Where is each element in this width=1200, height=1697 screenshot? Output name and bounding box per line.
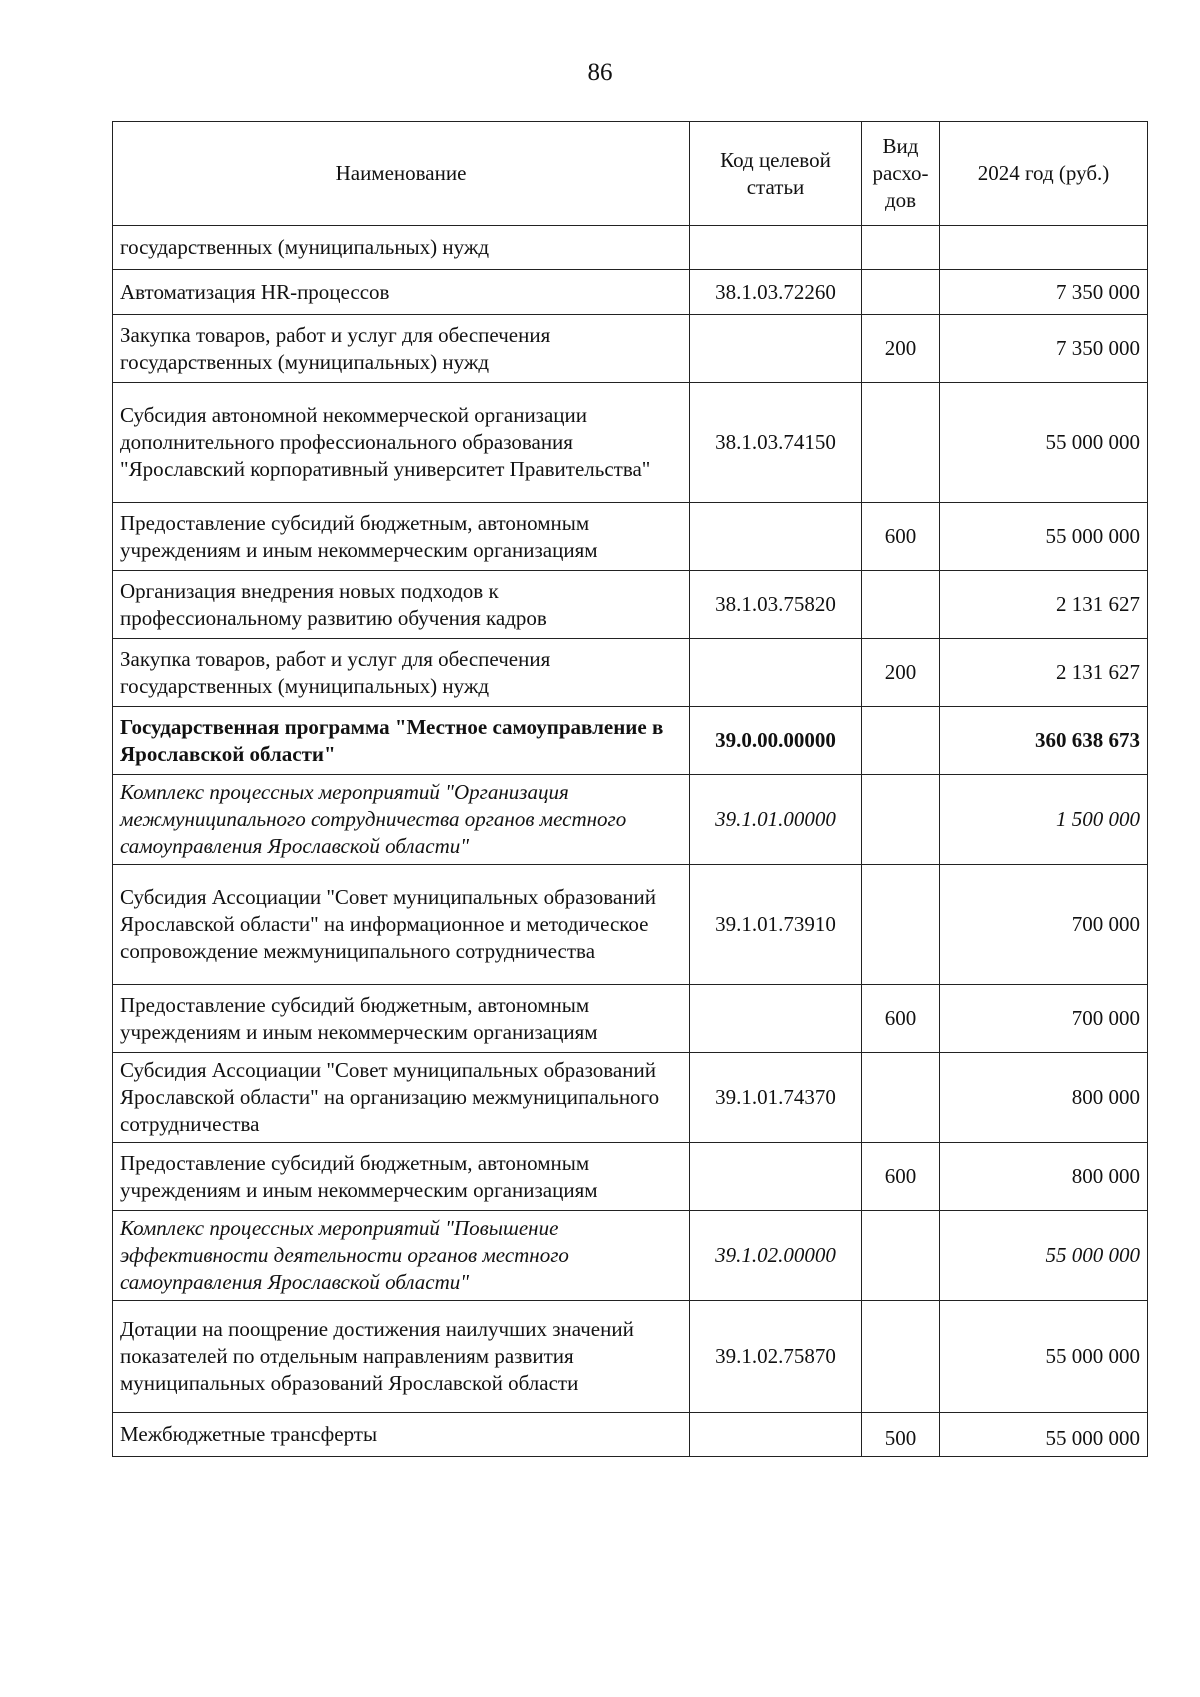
row-type-cell: 200 bbox=[862, 315, 940, 383]
row-type-cell bbox=[862, 865, 940, 985]
row-type-cell: 200 bbox=[862, 639, 940, 707]
row-type-cell bbox=[862, 226, 940, 270]
row-sum-cell: 55 000 000 bbox=[940, 503, 1148, 571]
row-code-cell bbox=[690, 226, 862, 270]
row-name-cell: Организация внедрения новых подходов к профессиональному развитию обучения кадров bbox=[113, 571, 690, 639]
row-type-cell: 600 bbox=[862, 1143, 940, 1211]
table-body bbox=[113, 226, 1148, 1457]
header-code: Код целевой статьи bbox=[690, 122, 862, 226]
row-name-cell: Дотации на поощрение достижения наилучших значений показателей по отдельным направлениям развития муниципальных образований Ярославской области bbox=[113, 1301, 690, 1413]
table-row bbox=[113, 270, 1148, 315]
row-name-cell: Субсидия автономной некоммерческой организации дополнительного профессионального образования "Ярославский корпоративный университет Правительства" bbox=[113, 383, 690, 503]
row-code-cell: 38.1.03.74150 bbox=[690, 383, 862, 503]
table-row bbox=[113, 707, 1148, 775]
row-type-cell bbox=[862, 1301, 940, 1413]
row-sum-cell: 800 000 bbox=[940, 1143, 1148, 1211]
row-name-cell: Закупка товаров, работ и услуг для обеспечения государственных (муниципальных) нужд bbox=[113, 315, 690, 383]
row-type-cell bbox=[862, 571, 940, 639]
table-row bbox=[113, 775, 1148, 865]
row-type-cell bbox=[862, 775, 940, 865]
row-sum-cell: 700 000 bbox=[940, 865, 1148, 985]
row-type-cell: 500 bbox=[862, 1413, 940, 1457]
table-row bbox=[113, 315, 1148, 383]
row-sum-cell: 55 000 000 bbox=[940, 1413, 1148, 1457]
row-sum-cell: 800 000 bbox=[940, 1053, 1148, 1143]
row-sum-cell: 55 000 000 bbox=[940, 1211, 1148, 1301]
table-row bbox=[113, 571, 1148, 639]
row-type-cell bbox=[862, 270, 940, 315]
row-code-cell: 39.1.01.74370 bbox=[690, 1053, 862, 1143]
budget-table bbox=[112, 121, 1148, 1457]
row-name-cell: Комплекс процессных мероприятий "Организация межмуниципального сотрудничества органов местного самоуправления Ярославской области" bbox=[113, 775, 690, 865]
row-name-cell: Предоставление субсидий бюджетным, автономным учреждениям и иным некоммерческим организациям bbox=[113, 1143, 690, 1211]
row-code-cell bbox=[690, 503, 862, 571]
row-name-cell: государственных (муниципальных) нужд bbox=[113, 226, 690, 270]
table-row bbox=[113, 503, 1148, 571]
row-type-cell bbox=[862, 707, 940, 775]
row-name-cell: Субсидия Ассоциации "Совет муниципальных образований Ярославской области" на информационное и методическое сопровождение межмуниципального сотрудничества bbox=[113, 865, 690, 985]
row-name-cell: Предоставление субсидий бюджетным, автономным учреждениям и иным некоммерческим организациям bbox=[113, 503, 690, 571]
row-name-cell: Комплекс процессных мероприятий "Повышение эффективности деятельности органов местного самоуправления Ярославской области" bbox=[113, 1211, 690, 1301]
row-sum-cell: 700 000 bbox=[940, 985, 1148, 1053]
table-row bbox=[113, 1053, 1148, 1143]
table-row bbox=[113, 383, 1148, 503]
row-code-cell: 38.1.03.75820 bbox=[690, 571, 862, 639]
row-sum-cell: 55 000 000 bbox=[940, 383, 1148, 503]
page-number: 86 bbox=[587, 59, 613, 86]
row-sum-cell: 55 000 000 bbox=[940, 1301, 1148, 1413]
row-code-cell: 39.1.02.00000 bbox=[690, 1211, 862, 1301]
row-code-cell bbox=[690, 315, 862, 383]
table-header-row bbox=[113, 122, 1148, 226]
row-code-cell bbox=[690, 985, 862, 1053]
row-sum-cell: 1 500 000 bbox=[940, 775, 1148, 865]
row-type-cell bbox=[862, 1053, 940, 1143]
table-row bbox=[113, 865, 1148, 985]
header-name: Наименование bbox=[113, 122, 690, 226]
row-name-cell: Субсидия Ассоциации "Совет муниципальных образований Ярославской области" на организацию межмуниципального сотрудничества bbox=[113, 1053, 690, 1143]
row-code-cell bbox=[690, 1413, 862, 1457]
row-sum-cell bbox=[940, 226, 1148, 270]
row-code-cell bbox=[690, 1143, 862, 1211]
row-name-cell: Закупка товаров, работ и услуг для обеспечения государственных (муниципальных) нужд bbox=[113, 639, 690, 707]
row-code-cell: 39.1.01.73910 bbox=[690, 865, 862, 985]
row-code-cell: 39.1.01.00000 bbox=[690, 775, 862, 865]
table-row bbox=[113, 1211, 1148, 1301]
table-row bbox=[113, 226, 1148, 270]
row-sum-cell: 2 131 627 bbox=[940, 571, 1148, 639]
header-type: Вид расхо-дов bbox=[862, 122, 940, 226]
header-sum: 2024 год (руб.) bbox=[940, 122, 1148, 226]
row-type-cell: 600 bbox=[862, 503, 940, 571]
row-code-cell: 39.0.00.00000 bbox=[690, 707, 862, 775]
row-sum-cell: 7 350 000 bbox=[940, 270, 1148, 315]
row-name-cell: Государственная программа "Местное самоуправление в Ярославской области" bbox=[113, 707, 690, 775]
row-type-cell: 600 bbox=[862, 985, 940, 1053]
row-sum-cell: 360 638 673 bbox=[940, 707, 1148, 775]
row-code-cell: 38.1.03.72260 bbox=[690, 270, 862, 315]
table-row bbox=[113, 1413, 1148, 1457]
table-row bbox=[113, 985, 1148, 1053]
row-code-cell bbox=[690, 639, 862, 707]
table-row bbox=[113, 639, 1148, 707]
row-name-cell: Межбюджетные трансферты bbox=[113, 1413, 690, 1457]
row-name-cell: Автоматизация HR-процессов bbox=[113, 270, 690, 315]
row-type-cell bbox=[862, 383, 940, 503]
row-sum-cell: 2 131 627 bbox=[940, 639, 1148, 707]
table-row bbox=[113, 1301, 1148, 1413]
row-code-cell: 39.1.02.75870 bbox=[690, 1301, 862, 1413]
table-row bbox=[113, 1143, 1148, 1211]
row-sum-cell: 7 350 000 bbox=[940, 315, 1148, 383]
row-type-cell bbox=[862, 1211, 940, 1301]
row-name-cell: Предоставление субсидий бюджетным, автономным учреждениям и иным некоммерческим организациям bbox=[113, 985, 690, 1053]
